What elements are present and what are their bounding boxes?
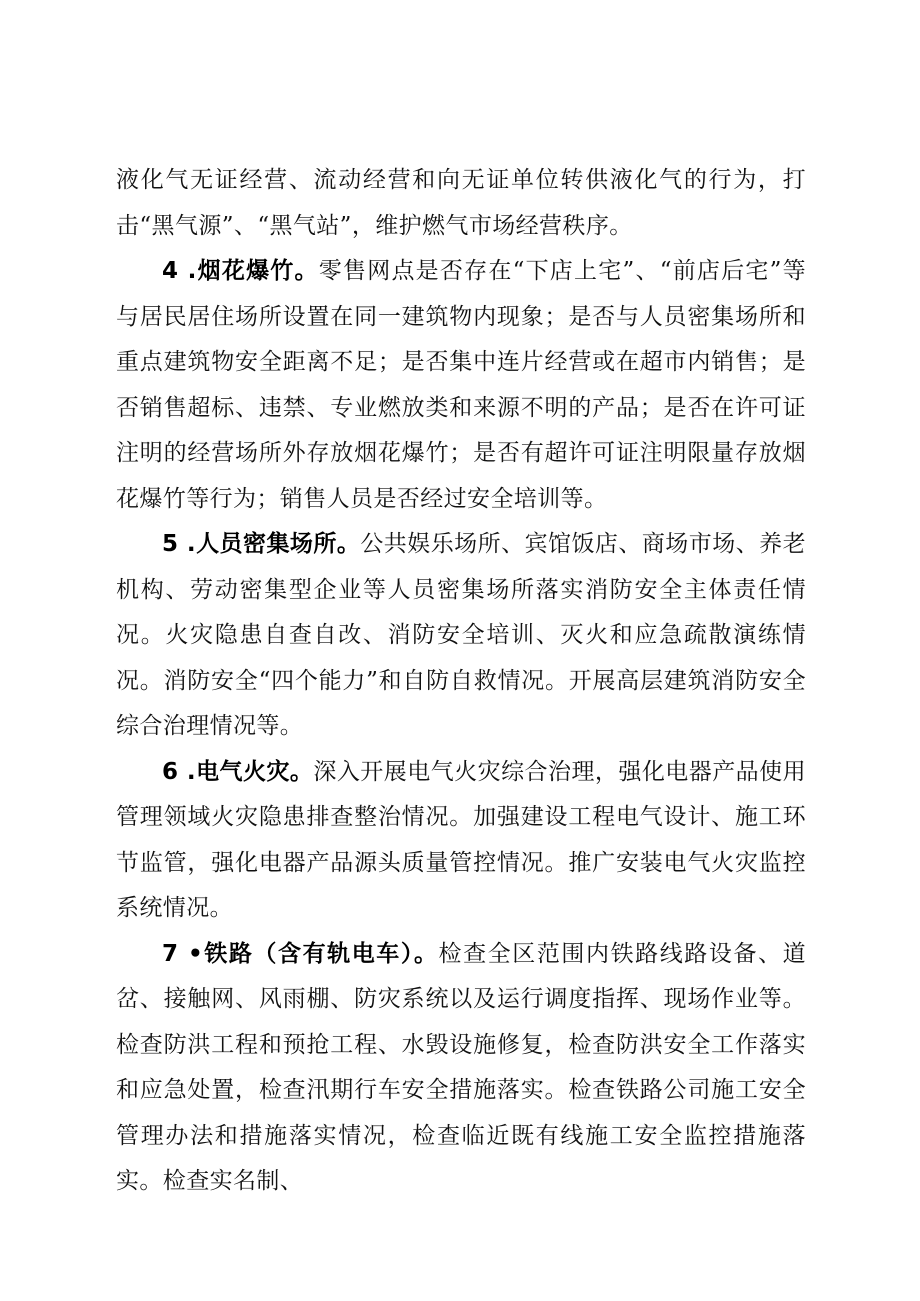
item-number: 7 • (162, 940, 204, 967)
item-number: 6 . (162, 758, 197, 785)
item-number: 4 . (162, 258, 197, 284)
item-heading: 烟花爆竹。 (196, 258, 319, 284)
paragraph-electrical-fire (116, 750, 806, 932)
paragraph-body: 液化气无证经营、流动经营和向无证单位转供液化气的行为，打击“黑气源”、“黑气站”，维护燃气市场经营秩序。 (116, 167, 806, 239)
paragraph-crowded-places (116, 522, 806, 750)
paragraph-fireworks (116, 249, 806, 522)
item-heading: 电气火灾。 (196, 758, 314, 785)
paragraph-body: 零售网点是否存在“下店上宅”、“前店后宅”等与居民居住场所设置在同一建筑物内现象；是否与人员密集场所和重点建筑物安全距离不足；是否集中连片经营或在超市内销售；是否销售超标、违禁、专业燃放类和来源不明的产品；是否在许可证注明的经营场所外存放烟花爆竹；是否有超许可证注明限量存放烟花爆竹等行为；销售人员是否经过安全培训等。 (116, 258, 807, 512)
item-heading: 人员密集场所。 (196, 531, 361, 557)
item-heading: 铁路（含有轨电车）。 (203, 940, 439, 967)
paragraph-body: 检查全区范围内铁路线路设备、道岔、接触网、风雨棚、防灾系统以及运行调度指挥、现场作业等。检查防洪工程和预抢工程、水毁设施修复，检查防洪安全工作落实和应急处置，检查汛期行车安全措施落实。检查铁路公司施工安全管理办法和措施落实情况，检查临近既有线施工安全监控措施落实。检查实名制、 (116, 940, 806, 1194)
paragraph-body: 公共娱乐场所、宾馆饭店、商场市场、养老机构、劳动密集型企业等人员密集场所落实消防安全主体责任情况。火灾隐患自查自改、消防安全培训、灭火和应急疏散演练情况。消防安全“四个能力”和自防自救情况。开展高层建筑消防安全综合治理情况等。 (116, 531, 806, 739)
paragraph-continuation (116, 158, 806, 249)
item-number: 5 . (162, 531, 197, 557)
document-body (116, 158, 806, 1205)
paragraph-body: 深入开展电气火灾综合治理，强化电器产品使用管理领域火灾隐患排查整治情况。加强建设工程电气设计、施工环节监管，强化电器产品源头质量管控情况。推广安装电气火灾监控系统情况。 (116, 758, 807, 921)
paragraph-railway (116, 932, 806, 1205)
